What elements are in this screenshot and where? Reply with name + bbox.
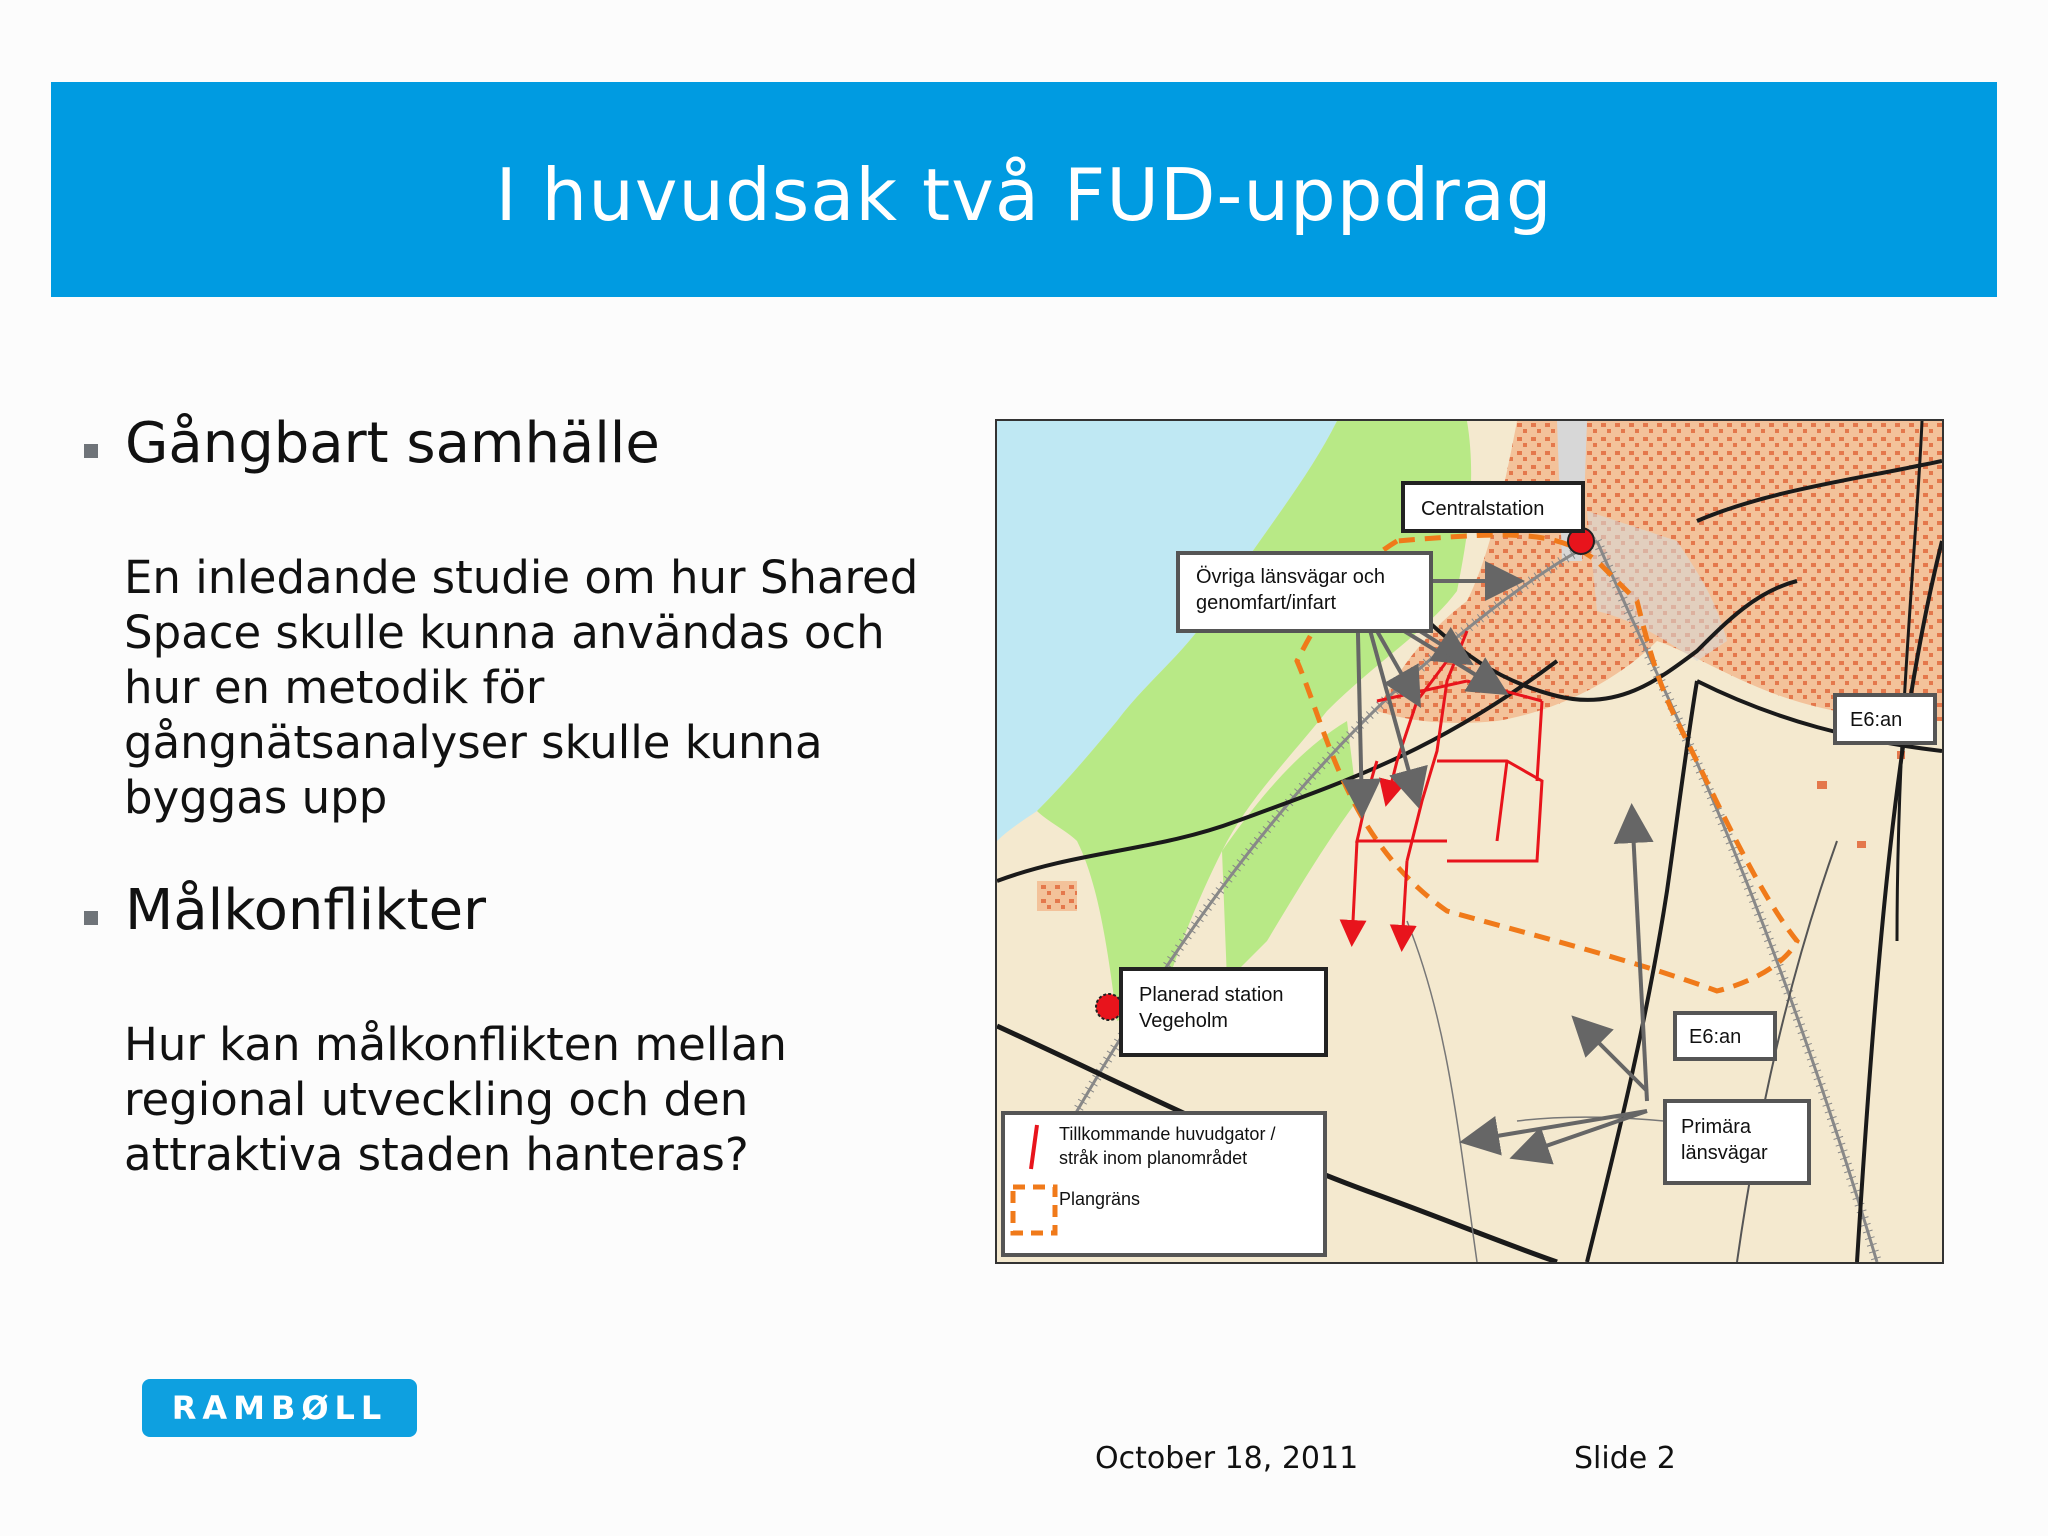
body-line: Space skulle kunna användas och (124, 606, 885, 659)
label-planerad-line1: Planerad station (1139, 984, 1284, 1006)
label-e6-lower: E6:an (1689, 1026, 1742, 1048)
body-line: attraktiva staden hanteras? (124, 1128, 749, 1181)
ramboll-logo (142, 1379, 417, 1437)
footer-slide-number: Slide 2 (1574, 1441, 1676, 1476)
vegeholm-marker-icon (1096, 994, 1122, 1020)
legend-item2: Plangräns (1059, 1189, 1141, 1209)
body-line: byggas upp (124, 771, 388, 824)
bullet-body (124, 1017, 944, 1182)
label-primara-line1: Primära (1681, 1116, 1752, 1138)
body-line: hur en metodik för (124, 661, 545, 714)
map-legend (1003, 1113, 1325, 1255)
legend-item1-line2: stråk inom planområdet (1059, 1148, 1248, 1168)
label-ovriga-line2: genomfart/infart (1196, 592, 1337, 614)
label-planerad-line2: Vegeholm (1139, 1010, 1228, 1032)
label-e6-upper: E6:an (1850, 709, 1903, 731)
body-line: regional utveckling och den (124, 1073, 749, 1126)
body-line: En inledande studie om hur Shared (124, 551, 919, 604)
legend-item1-line1: Tillkommande huvudgator / (1059, 1124, 1276, 1144)
map-svg (997, 421, 1942, 1262)
body-line: gångnätsanalyser skulle kunna (124, 716, 823, 769)
slide-title: I huvudsak två FUD-uppdrag (495, 152, 1553, 237)
bullet-square-icon (84, 911, 98, 925)
body-line: Hur kan målkonflikten mellan (124, 1018, 787, 1071)
footer-date: October 18, 2011 (1095, 1441, 1359, 1476)
label-ovriga-line1: Övriga länsvägar och (1196, 566, 1385, 588)
bullet-heading: Målkonflikter (125, 878, 487, 943)
map-image (995, 419, 1944, 1264)
logo-text: RAMBØLL (171, 1389, 388, 1427)
title-banner (51, 82, 1997, 297)
bullet-body (124, 550, 944, 825)
label-primara-line2: länsvägar (1681, 1142, 1768, 1164)
bullet-heading: Gångbart samhälle (125, 411, 660, 476)
bullet-malkonflikter (84, 877, 486, 944)
bullet-gangbart (84, 410, 660, 477)
bullet-square-icon (84, 444, 98, 458)
label-centralstation: Centralstation (1421, 498, 1545, 520)
